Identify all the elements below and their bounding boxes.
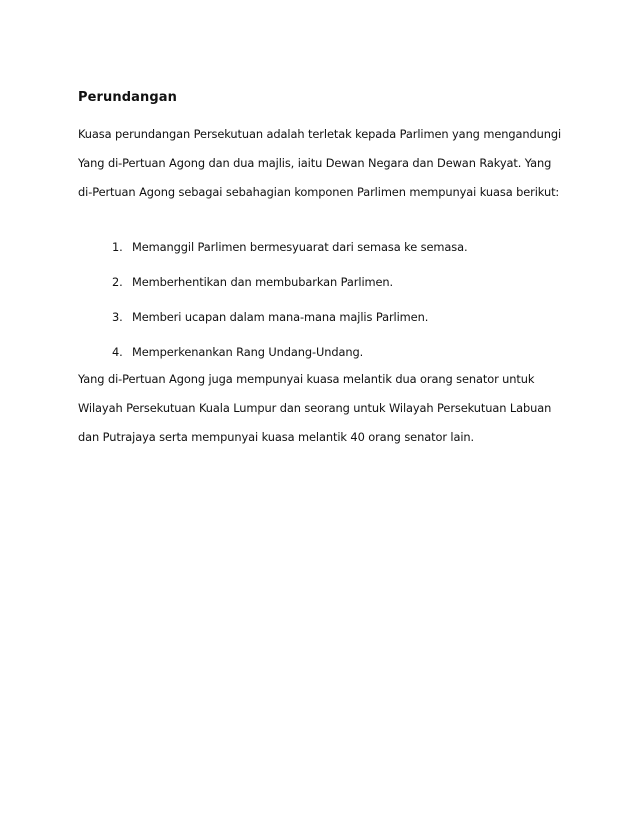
list-item — [112, 300, 468, 335]
paragraph-line: Yang di-Pertuan Agong dan dua majlis, iaitu Dewan Negara dan Dewan Rakyat. Yang — [78, 156, 552, 170]
list-text: Memanggil Parlimen bermesyuarat dari semasa ke semasa. — [132, 240, 468, 254]
list-text: Memberi ucapan dalam mana-mana majlis Parlimen. — [132, 310, 429, 324]
list-number: 3. — [112, 310, 123, 324]
list-number: 2. — [112, 275, 123, 289]
list-text: Memperkenankan Rang Undang-Undang. — [132, 345, 364, 359]
list-item — [112, 230, 468, 265]
section-heading: Perundangan — [78, 90, 178, 105]
paragraph-senators — [78, 365, 578, 452]
paragraph-line: Kuasa perundangan Persekutuan adalah terletak kepada Parlimen yang mengandungi — [78, 127, 562, 141]
list-number: 1. — [112, 240, 123, 254]
paragraph-line: di-Pertuan Agong sebagai sebahagian komponen Parlimen mempunyai kuasa berikut: — [78, 185, 560, 199]
powers-list — [112, 230, 468, 370]
list-text: Memberhentikan dan membubarkan Parlimen. — [132, 275, 394, 289]
paragraph-line: Yang di-Pertuan Agong juga mempunyai kuasa melantik dua orang senator untuk — [78, 372, 535, 386]
list-item — [112, 265, 468, 300]
paragraph-line: dan Putrajaya serta mempunyai kuasa melantik 40 orang senator lain. — [78, 430, 475, 444]
list-number: 4. — [112, 345, 123, 359]
paragraph-intro — [78, 120, 578, 207]
paragraph-line: Wilayah Persekutuan Kuala Lumpur dan seorang untuk Wilayah Persekutuan Labuan — [78, 401, 552, 415]
